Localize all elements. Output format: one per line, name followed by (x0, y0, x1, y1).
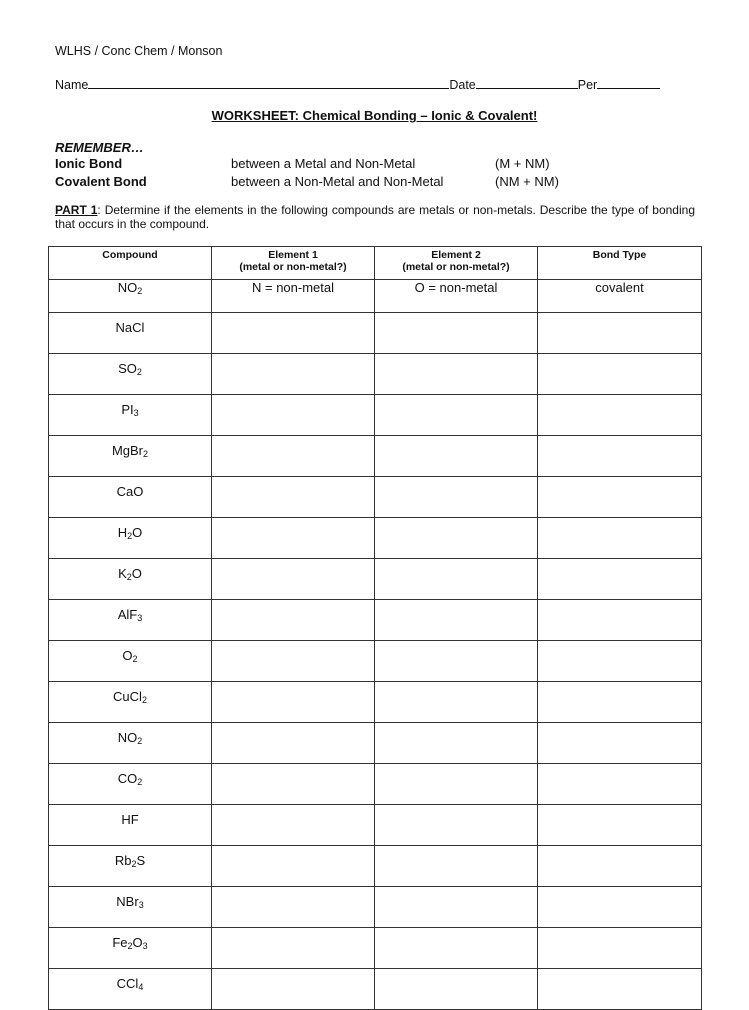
element2-cell[interactable] (375, 805, 538, 846)
element1-cell[interactable] (212, 559, 375, 600)
compound-cell (49, 641, 212, 682)
bond-type-cell[interactable] (538, 969, 702, 1010)
covalent-bond-row (55, 174, 695, 191)
compound-cell (49, 846, 212, 887)
element2-cell[interactable] (375, 641, 538, 682)
formula-subscript: 2 (137, 736, 143, 746)
formula-text: O (132, 935, 143, 950)
bond-type-cell[interactable]: covalent (538, 280, 702, 313)
element1-cell[interactable]: N = non-metal (212, 280, 375, 313)
formula-subscript: 2 (127, 941, 133, 951)
header-element1: Element 1 (metal or non-metal?) (212, 247, 375, 280)
compound-cell (49, 887, 212, 928)
table-row (49, 805, 702, 846)
part1-label: PART 1 (55, 203, 98, 217)
period-label: Per (577, 78, 598, 92)
formula-subscript: 3 (137, 613, 143, 623)
element2-cell[interactable] (375, 518, 538, 559)
formula-subscript: 3 (133, 408, 139, 418)
compound-cell (49, 969, 212, 1010)
element1-cell[interactable] (212, 723, 375, 764)
formula-text: HF (121, 812, 139, 827)
table-row (49, 280, 702, 313)
formula-text: AlF (117, 607, 138, 622)
bond-type-cell[interactable] (538, 559, 702, 600)
remember-heading: REMEMBER… (55, 140, 144, 155)
formula-subscript: 2 (143, 449, 149, 459)
bond-type-cell[interactable] (538, 313, 702, 354)
header-compound: Compound (49, 247, 212, 280)
table-row (49, 436, 702, 477)
table-row (49, 723, 702, 764)
table-row (49, 477, 702, 518)
part1-instructions (55, 203, 695, 231)
element1-cell[interactable] (212, 395, 375, 436)
worksheet-title: WORKSHEET: Chemical Bonding – Ionic & Covalent! (211, 108, 538, 123)
table-row (49, 682, 702, 723)
formula-text: O (131, 566, 142, 581)
ionic-bond-row (55, 156, 695, 173)
bond-description: between a Metal and Non-Metal (231, 156, 416, 171)
element1-cell[interactable] (212, 969, 375, 1010)
table-row (49, 518, 702, 559)
formula-subscript: 2 (137, 286, 143, 296)
bond-type-cell[interactable] (538, 805, 702, 846)
table-row (49, 354, 702, 395)
bond-name: Covalent Bond (55, 174, 147, 189)
formula-text: K (118, 566, 127, 581)
bond-type-cell[interactable] (538, 600, 702, 641)
compound-cell (49, 764, 212, 805)
formula-text: CuCl (113, 689, 142, 704)
date-blank[interactable] (476, 76, 578, 89)
element2-cell[interactable]: O = non-metal (375, 280, 538, 313)
compound-cell (49, 280, 212, 313)
bond-description: between a Non-Metal and Non-Metal (231, 174, 444, 189)
bond-type-cell[interactable] (538, 887, 702, 928)
element1-cell[interactable] (212, 600, 375, 641)
table-row (49, 559, 702, 600)
element2-cell[interactable] (375, 395, 538, 436)
element2-cell[interactable] (375, 928, 538, 969)
element1-cell[interactable] (212, 354, 375, 395)
bonding-table (48, 246, 702, 1010)
formula-subscript: 2 (131, 859, 137, 869)
element2-cell[interactable] (375, 559, 538, 600)
bond-type-cell[interactable] (538, 395, 702, 436)
name-blank[interactable] (88, 76, 449, 89)
name-label: Name (55, 78, 89, 92)
date-label: Date (449, 78, 476, 92)
course-header: WLHS / Conc Chem / Monson (55, 44, 223, 58)
formula-subscript: 2 (136, 367, 142, 377)
table-row (49, 969, 702, 1010)
compound-cell (49, 600, 212, 641)
element2-cell[interactable] (375, 313, 538, 354)
bond-type-cell[interactable] (538, 518, 702, 559)
compound-cell (49, 477, 212, 518)
bond-name: Ionic Bond (55, 156, 123, 171)
formula-text: CCl (116, 976, 139, 991)
formula-text: H (117, 525, 128, 540)
formula-text: NaCl (115, 320, 145, 335)
element2-cell[interactable] (375, 723, 538, 764)
compound-cell (49, 682, 212, 723)
part1-text: : Determine if the elements in the following compounds are metals or non-metals. Describe the type of bonding that occurs in the compound. (55, 203, 695, 231)
element1-cell[interactable] (212, 805, 375, 846)
name-date-period-line (55, 76, 660, 92)
bond-abbreviation: (M + NM) (495, 156, 550, 171)
formula-text: MgBr (111, 443, 144, 458)
bond-type-cell[interactable] (538, 436, 702, 477)
bond-type-cell[interactable] (538, 928, 702, 969)
formula-text: SO (118, 361, 137, 376)
formula-text: CO (117, 771, 138, 786)
compound-cell (49, 723, 212, 764)
bond-abbreviation: (NM + NM) (495, 174, 559, 189)
formula-text: PI (121, 402, 134, 417)
formula-text: O (132, 525, 143, 540)
table-row (49, 928, 702, 969)
element1-cell[interactable] (212, 764, 375, 805)
table-row (49, 313, 702, 354)
formula-text: Rb (114, 853, 132, 868)
compound-cell (49, 559, 212, 600)
header-bond-type: Bond Type (538, 247, 702, 280)
formula-text: CaO (116, 484, 144, 499)
element2-cell[interactable] (375, 600, 538, 641)
compound-cell (49, 518, 212, 559)
element2-cell[interactable] (375, 682, 538, 723)
compound-cell (49, 313, 212, 354)
period-blank[interactable] (597, 76, 660, 89)
element1-cell[interactable] (212, 477, 375, 518)
formula-subscript: 2 (141, 695, 147, 705)
table-header-row (49, 247, 702, 280)
element2-cell[interactable] (375, 969, 538, 1010)
bond-type-cell[interactable] (538, 477, 702, 518)
element2-cell[interactable] (375, 354, 538, 395)
compound-cell (49, 436, 212, 477)
bond-type-cell[interactable] (538, 641, 702, 682)
formula-subscript: 2 (126, 572, 132, 582)
bond-type-cell[interactable] (538, 846, 702, 887)
bond-type-cell[interactable] (538, 723, 702, 764)
compound-cell (49, 354, 212, 395)
compound-cell (49, 805, 212, 846)
bond-type-cell[interactable] (538, 354, 702, 395)
element1-cell[interactable] (212, 518, 375, 559)
formula-text: NO (117, 280, 138, 295)
bond-type-cell[interactable] (538, 764, 702, 805)
element1-cell[interactable] (212, 887, 375, 928)
element1-cell[interactable] (212, 928, 375, 969)
element1-cell[interactable] (212, 436, 375, 477)
formula-subscript: 2 (132, 654, 138, 664)
element1-cell[interactable] (212, 313, 375, 354)
bond-type-cell[interactable] (538, 682, 702, 723)
formula-text: S (136, 853, 146, 868)
formula-subscript: 2 (137, 777, 143, 787)
table-row (49, 764, 702, 805)
element2-cell[interactable] (375, 887, 538, 928)
compound-cell (49, 395, 212, 436)
element2-cell[interactable] (375, 846, 538, 887)
table-row (49, 600, 702, 641)
element1-cell[interactable] (212, 846, 375, 887)
table-row (49, 395, 702, 436)
formula-subscript: 3 (142, 941, 148, 951)
element2-cell[interactable] (375, 764, 538, 805)
element1-cell[interactable] (212, 641, 375, 682)
formula-text: Fe (112, 935, 128, 950)
table-row (49, 887, 702, 928)
formula-subscript: 3 (138, 900, 144, 910)
table-row (49, 846, 702, 887)
compound-cell (49, 928, 212, 969)
element2-cell[interactable] (375, 436, 538, 477)
element1-cell[interactable] (212, 682, 375, 723)
table-row (49, 641, 702, 682)
formula-text: NBr (116, 894, 139, 909)
element2-cell[interactable] (375, 477, 538, 518)
header-element2: Element 2 (metal or non-metal?) (375, 247, 538, 280)
formula-text: NO (117, 730, 138, 745)
formula-subscript: 2 (127, 531, 133, 541)
formula-subscript: 4 (138, 982, 144, 992)
formula-text: O (122, 648, 133, 663)
